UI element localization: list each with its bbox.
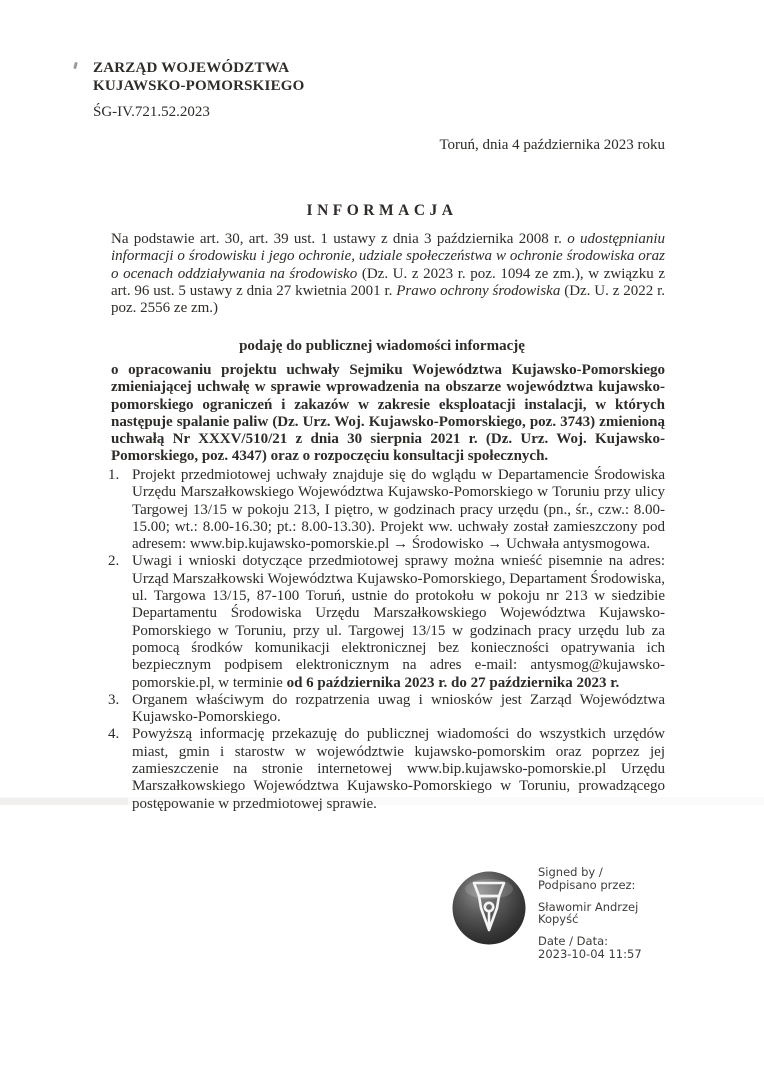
signature-text	[538, 866, 642, 961]
list-item-4-number: 4.	[108, 726, 120, 743]
list-item-3-text-wrap	[132, 692, 665, 727]
scan-band-artifact-left	[0, 798, 128, 805]
legal-basis-paragraph	[111, 231, 665, 317]
list-item-2	[108, 553, 665, 691]
list-item-1-text: Projekt przedmiotowej uchwały znajduje się do wglądu w Departamencie Środowiska Urzędu Marszałkowskiego Województwa Kujawsko-Pomorskiego w Toruniu przy ulicy Targowej 13/15 w pokoju 213, I piętro, w godzinach pracy urzędu (pn., śr., czw.: 8.00-15.00; wt.: 8.00-16.30; pt.: 8.00-13.30). Projekt ww. uchwały został zamieszczony pod adresem: www.bip.kujawsko-pomorskie.pl → Środowisko → Uchwała antysmogowa.	[132, 467, 665, 553]
information-list	[108, 467, 665, 813]
list-item-2-bold-deadline: od 6 października 2023 r. do 27 października 2023 r.	[286, 674, 620, 691]
signer-name-line1: Sławomir Andrzej	[538, 899, 639, 914]
signer-name-line2: Kopyść	[538, 912, 579, 927]
list-item-3-text: Organem właściwym do rozpatrzenia uwag i wniosków jest Zarząd Województwa Kujawsko-Pomorskiego.	[132, 691, 665, 726]
signature-date-label: Date / Data:	[538, 934, 609, 949]
list-item-1-text-wrap	[132, 467, 665, 553]
signature-date	[538, 935, 642, 961]
document-title: INFORMACJA	[306, 202, 458, 219]
signed-by-label-pl: Podpisano przez:	[538, 877, 636, 892]
list-item-1	[108, 467, 665, 553]
place-date-line: Toruń, dnia 4 października 2023 roku	[439, 137, 665, 153]
signature-pen-icon	[451, 870, 527, 946]
legal-basis-closing: (Dz. U. z 2022 r. poz. 2556 ze zm.)	[111, 282, 665, 317]
sender-block	[93, 60, 305, 95]
scan-speck-artifact	[73, 62, 78, 70]
list-item-3	[108, 692, 665, 727]
list-item-4-text: Powyższą informację przekazuję do publicznej wiadomości do wszystkich urzędów miast, gmin i starostw w województwie kujawsko-pomorskim oraz poprzez jej zamieszczenie na stronie internetowej www.bip.kujawsko-pomorskie.pl Urzędu Marszałkowskiego Województwa Kujawsko-Pomorskiego w Toruniu, prowadzącego postępowanie w przedmiotowej sprawie.	[132, 726, 665, 812]
legal-basis-intro: Na podstawie art. 30, art. 39 ust. 1 ustawy z dnia 3 października 2008 r.	[111, 231, 568, 247]
list-item-3-number: 3.	[108, 691, 120, 708]
signer-name	[538, 901, 642, 927]
act-title-environment-protection-italic: Prawo ochrony środowiska	[396, 282, 561, 299]
electronic-signature-block	[451, 866, 642, 961]
sender-org-line2: KUJAWSKO-POMORSKIEGO	[93, 77, 305, 94]
case-reference-number: ŚG-IV.721.52.2023	[93, 104, 210, 120]
sender-org-line1: ZARZĄD WOJEWÓDZTWA	[93, 60, 290, 76]
subject-paragraph: o opracowaniu projektu uchwały Sejmiku Województwa Kujawsko-Pomorskiego zmieniającej uchwałę w sprawie wprowadzenia na obszarze województwa kujawsko-pomorskiego ograniczeń i zakazów w zakresie eksploatacji instalacji, w których następuje spalanie paliw (Dz. Urz. Woj. Kujawsko-Pomorskiego, poz. 3743) zmienioną uchwałą Nr XXXV/510/21 z dnia 30 sierpnia 2021 r. (Dz. Urz. Woj. Kujawsko-Pomorskiego, poz. 4347) oraz o rozpoczęciu konsultacji społecznych.	[111, 362, 665, 465]
signed-by-label	[538, 866, 642, 892]
signed-by-label-en: Signed by /	[538, 865, 603, 879]
act-title-eia-italic: o udostępnianiu informacji o środowisku i jego ochronie, udziale społeczeństwa w ochronie środowiska oraz o ocenach oddziaływania na środowisko	[111, 231, 665, 282]
list-item-2-number: 2.	[108, 553, 120, 570]
list-item-1-number: 1.	[108, 467, 120, 483]
legal-basis-middle: (Dz. U. z 2023 r. poz. 1094 ze zm.), w związku z art. 96 ust. 5 ustawy z dnia 27 kwietnia 2001 r.	[111, 265, 665, 299]
list-item-2-text: Uwagi i wnioski dotyczące przedmiotowej sprawy można wnieść pisemnie na adres: Urząd Marszałkowski Województwa Kujawsko-Pomorskiego, Departament Środowiska, ul. Targowa 13/15, 87-100 Toruń, ustnie do protokołu w pokoju nr 213 w siedzibie Departamentu Środowiska Urzędu Marszałkowskiego Województwa Kujawsko-Pomorskiego w Toruniu, przy ul. Targowej 13/15 w godzinach pracy urzędu lub za pomocą środków komunikacji elektronicznej bez konieczności opatrywania ich bezpiecznym podpisem elektronicznym na adres e-mail: antysmog@kujawsko-pomorskie.pl, w terminie	[132, 553, 665, 691]
signature-date-value: 2023-10-04 11:57	[538, 946, 642, 961]
list-item-2-text-wrap	[132, 553, 665, 691]
announcement-line: podaję do publicznej wiadomości informację	[239, 338, 525, 354]
